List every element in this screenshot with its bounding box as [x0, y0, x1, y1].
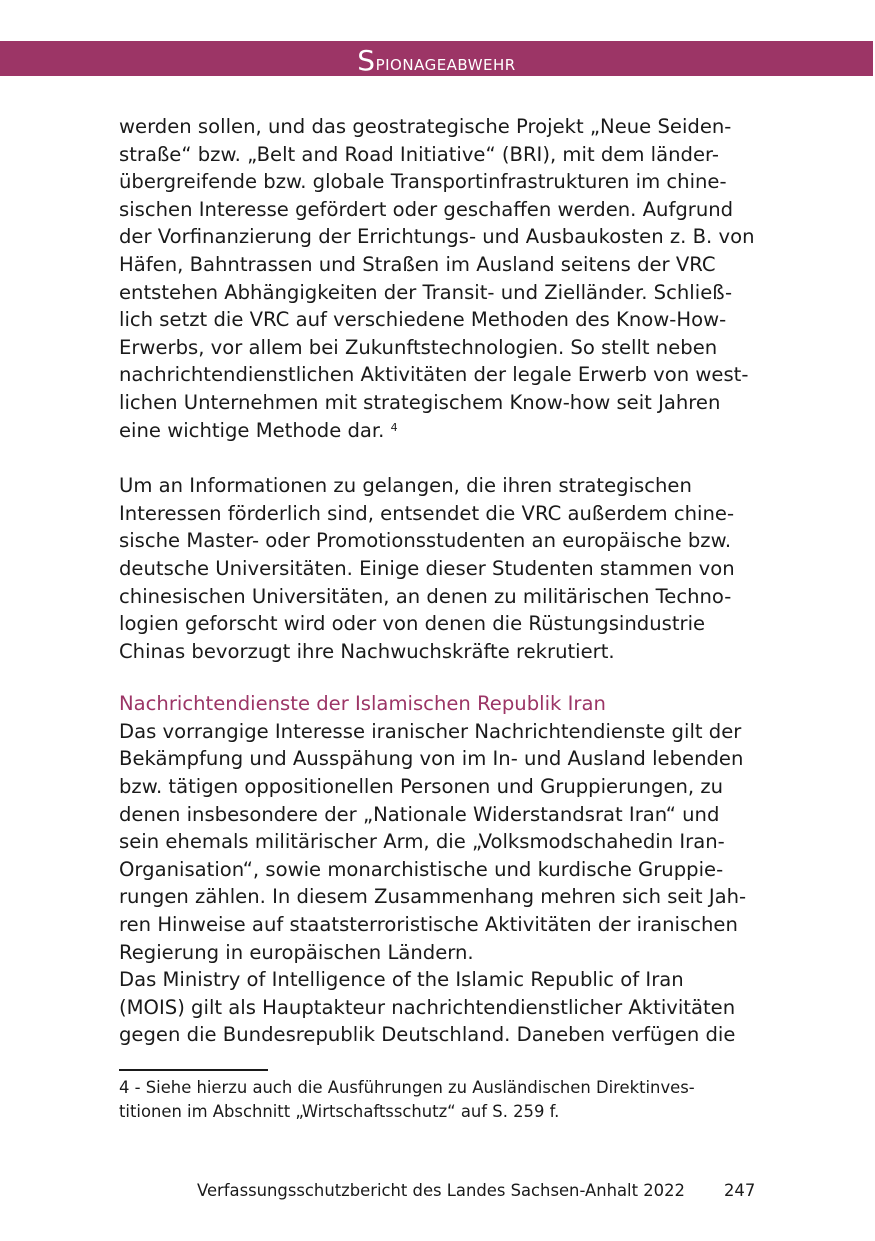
footnote-line: titionen im Abschnitt „Wirtschaftsschutz“ auf S. 259 f.: [119, 1102, 560, 1121]
footnote: [119, 1076, 769, 1124]
text-line: straße“ bzw. „Belt and Road Initiative“ (BRI), mit dem länder-: [119, 142, 719, 166]
text-line: werden sollen, und das geostrategische Projekt „Neue Seiden-: [119, 115, 732, 138]
text-line: sein ehemals militärischer Arm, die „Volksmodschahedin Iran-: [119, 830, 725, 854]
section-title-rest: pionageabwehr: [375, 51, 516, 76]
text-line: der Vorfinanzierung der Errichtungs- und Ausbaukosten z. B. von: [119, 225, 755, 249]
text-line: chinesischen Universitäten, an denen zu militärischen Techno-: [119, 584, 732, 608]
text-line: denen insbesondere der „Nationale Widerstandsrat Iran“ und: [119, 802, 720, 826]
text-line: lich setzt die VRC auf verschiedene Methoden des Know-How-: [119, 308, 727, 332]
text-line: übergreifende bzw. globale Transportinfrastrukturen im chine-: [119, 170, 727, 194]
paragraph-china-students: [119, 472, 769, 665]
text-line: sische Master- oder Promotionsstudenten an europäische bzw.: [119, 529, 732, 553]
footnote-divider: [119, 1069, 268, 1071]
text-line: deutsche Universitäten. Einige dieser Studenten stammen von: [119, 556, 735, 580]
text-line: rungen zählen. In diesem Zusammenhang mehren sich seit Jah-: [119, 885, 747, 909]
text-line: logien geforscht wird oder von denen die Rüstungsindustrie: [119, 612, 706, 636]
text-line: Regierung in europäischen Ländern.: [119, 940, 474, 964]
footer-publication: Verfassungsschutzbericht des Landes Sachsen-Anhalt 2022: [197, 1181, 685, 1200]
footnote-reference: 4: [390, 420, 398, 434]
text-line: Organisation“, sowie monarchistische und kurdische Gruppie-: [119, 857, 724, 881]
paragraph-iran-interest: [119, 690, 769, 966]
footnote-line: 4 - Siehe hierzu auch die Ausführungen zu Ausländischen Direktinves-: [119, 1078, 695, 1097]
text-line: nachrichtendienstlichen Aktivitäten der legale Erwerb von west-: [119, 363, 749, 387]
section-title-initial: S: [357, 44, 376, 77]
paragraph-iran-mois: [119, 966, 769, 1049]
section-title: [0, 44, 873, 77]
text-line: lichen Unternehmen mit strategischem Know-how seit Jahren: [119, 390, 721, 414]
text-line: Bekämpfung und Ausspähung von im In- und Ausland lebenden: [119, 747, 744, 771]
body-text: [119, 113, 769, 1049]
text-line: Um an Informationen zu gelangen, die ihren strategischen: [119, 474, 692, 498]
text-line: bzw. tätigen oppositionellen Personen und Gruppierungen, zu: [119, 775, 724, 799]
text-line: [119, 417, 769, 448]
text-line: ren Hinweise auf staatsterroristische Aktivitäten der iranischen: [119, 913, 738, 937]
text-line: Das Ministry of Intelligence of the Islamic Republic of Iran: [119, 968, 684, 992]
text-line: gegen die Bundesrepublik Deutschland. Daneben verfügen die: [119, 1023, 736, 1047]
subheading-iran: Nachrichtendienste der Islamischen Republik Iran: [119, 692, 606, 716]
text-line: entstehen Abhängigkeiten der Transit- und Zielländer. Schließ-: [119, 280, 733, 304]
text-line: Chinas bevorzugt ihre Nachwuchskräfte rekrutiert.: [119, 639, 615, 663]
page-number: 247: [724, 1181, 756, 1200]
text-line: Das vorrangige Interesse iranischer Nachrichtendienste gilt der: [119, 719, 742, 743]
text-line: Erwerbs, vor allem bei Zukunftstechnologien. So stellt neben: [119, 335, 718, 359]
text-line-content: eine wichtige Methode dar.: [119, 418, 385, 442]
paragraph-china-investments: [119, 113, 769, 447]
text-line: Interessen förderlich sind, entsendet die VRC außerdem chine-: [119, 501, 735, 525]
text-line: (MOIS) gilt als Hauptakteur nachrichtendienstlicher Aktivitäten: [119, 995, 736, 1019]
text-line: sischen Interesse gefördert oder geschaffen werden. Aufgrund: [119, 197, 734, 221]
text-line: Häfen, Bahntrassen und Straßen im Ausland seitens der VRC: [119, 252, 716, 276]
